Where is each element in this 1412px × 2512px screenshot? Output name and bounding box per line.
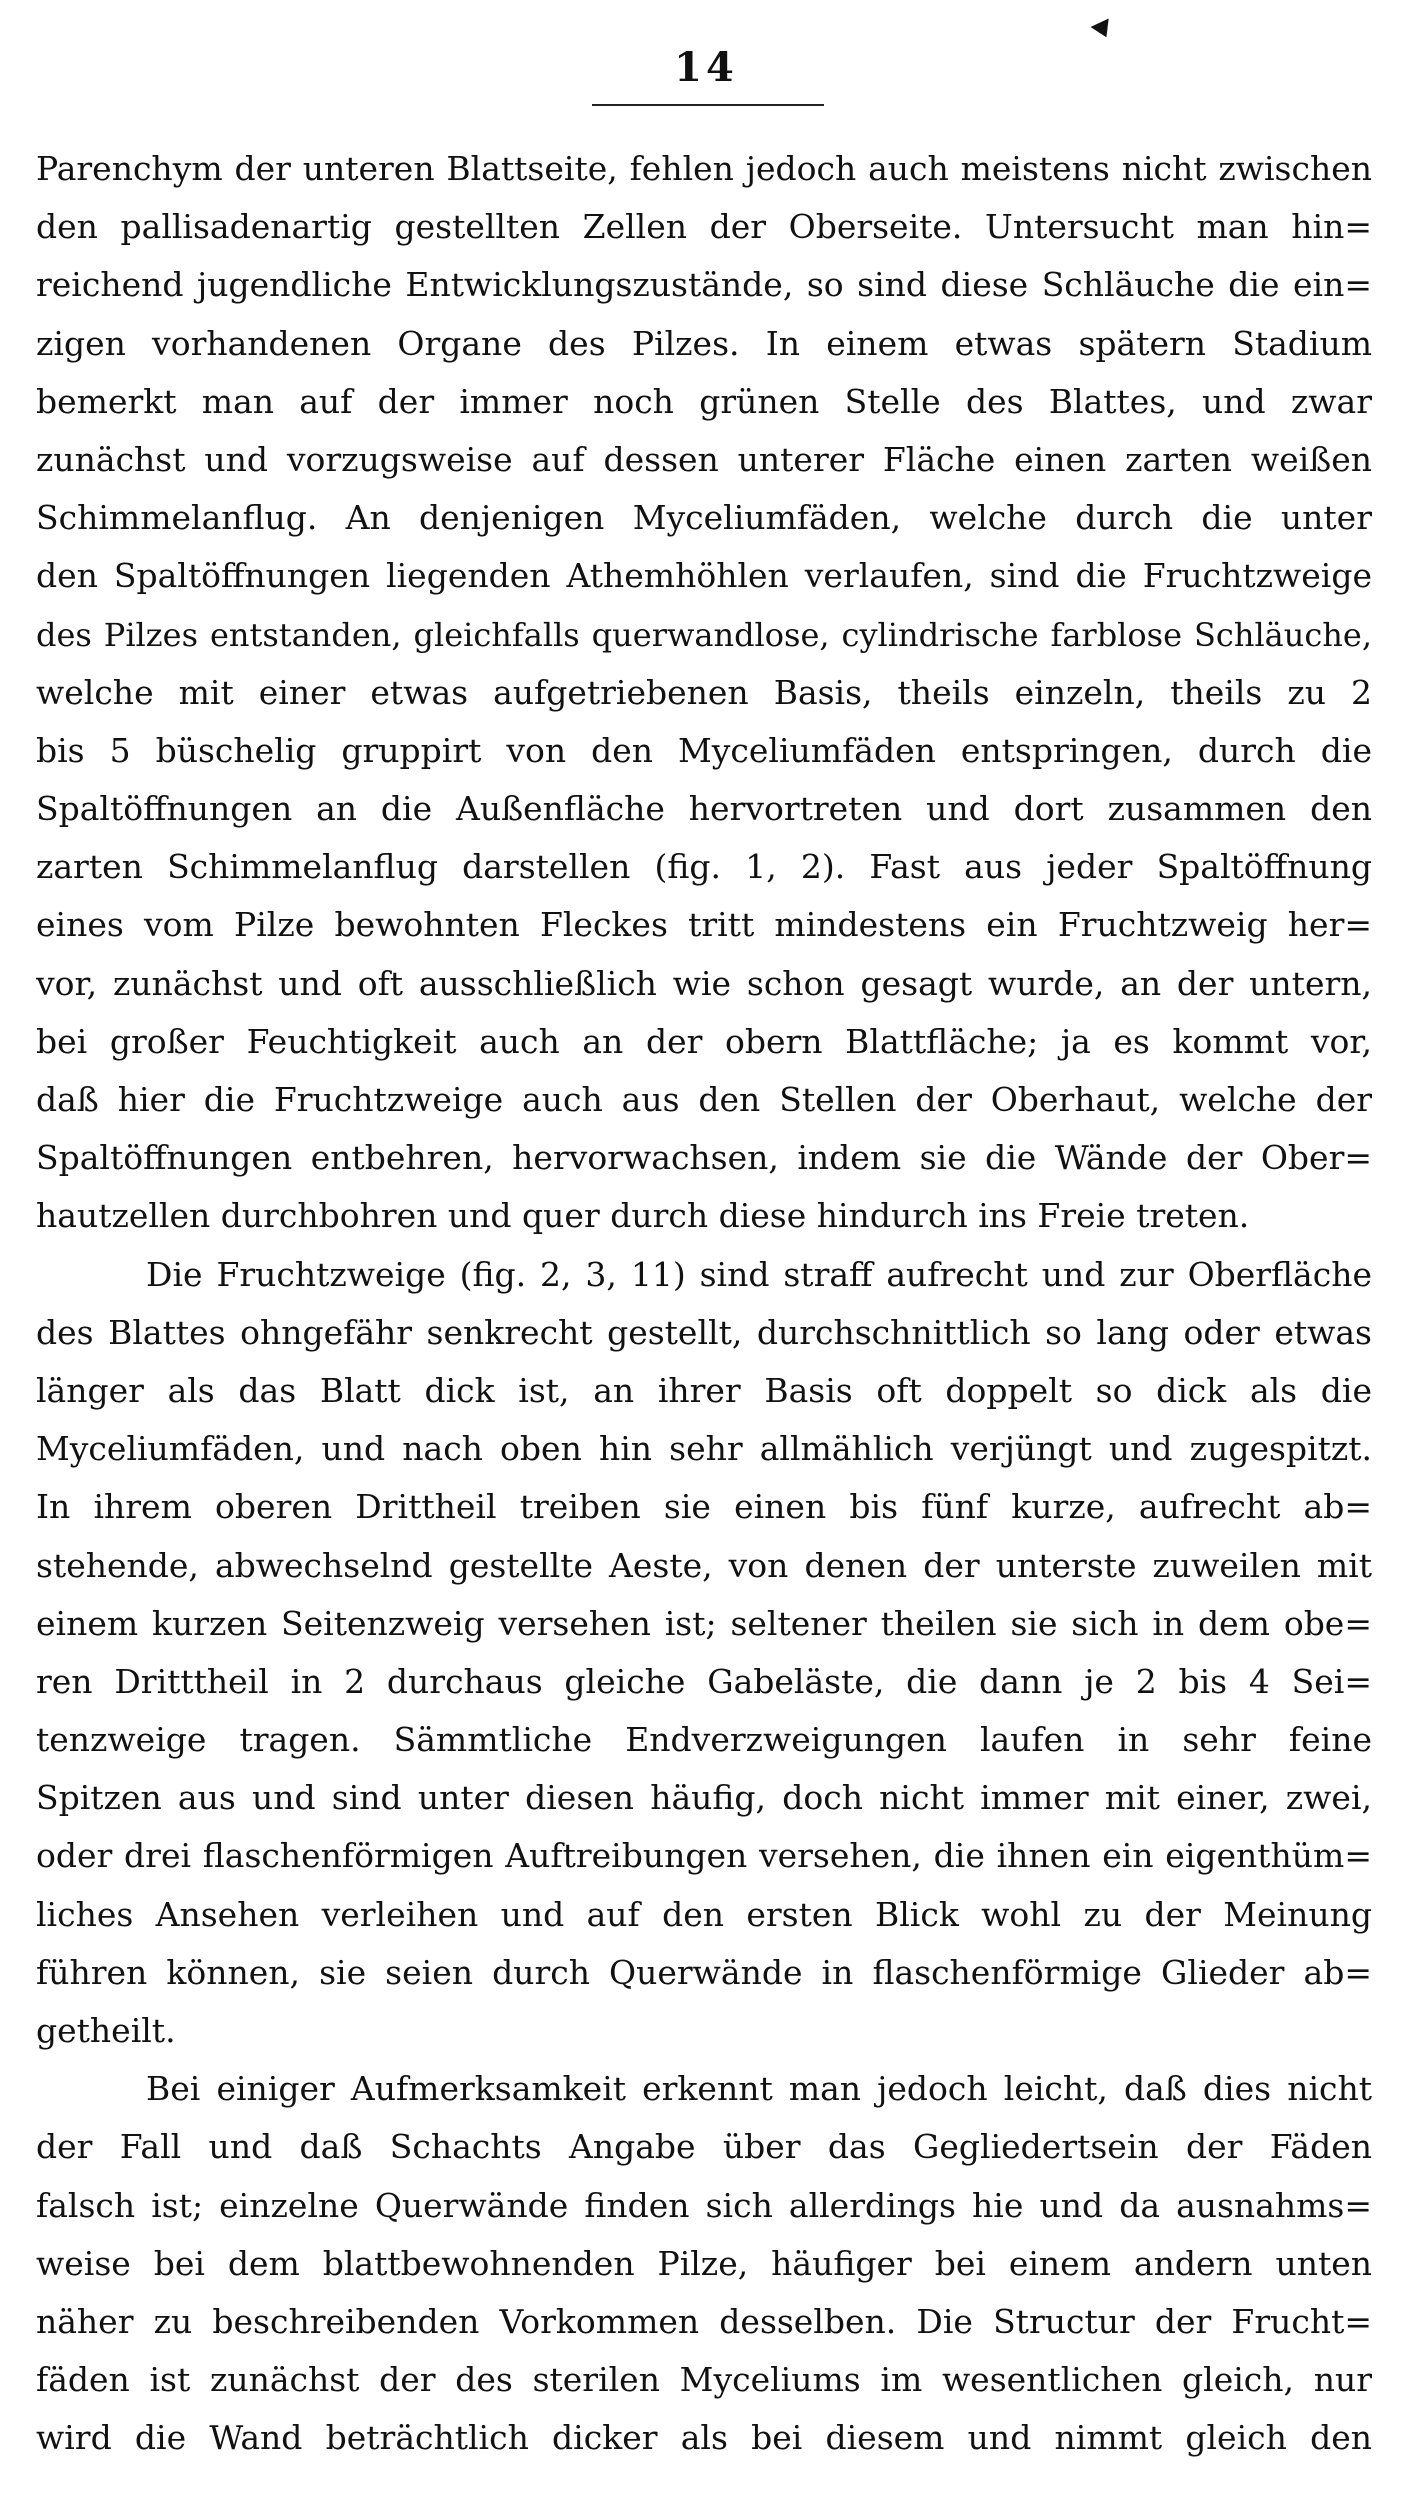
text-line: den pallisadenartig gestellten Zellen der Oberseite. Untersucht man hin= bbox=[36, 207, 1372, 247]
text-line: der Fall und daß Schachts Angabe über das Gegliedertsein der Fäden bbox=[36, 2127, 1372, 2167]
text-line: wird die Wand beträchtlich dicker als bei diesem und nimmt gleich den bbox=[36, 2418, 1372, 2458]
text-line: Parenchym der unteren Blattseite, fehlen jedoch auch meistens nicht zwischen bbox=[36, 149, 1372, 188]
text-line: getheilt. bbox=[36, 2011, 176, 2050]
text-line: stehende, abwechselnd gestellte Aeste, von denen der unterste zuweilen mit bbox=[36, 1545, 1372, 1585]
text-line: des Pilzes entstanden, gleichfalls querwandlose, cylindrische farblose Schläuche, bbox=[36, 615, 1372, 654]
header-rule bbox=[592, 104, 824, 106]
text-line: zunächst und vorzugsweise auf dessen unterer Fläche einen zarten weißen bbox=[36, 439, 1372, 479]
corner-mark bbox=[1091, 19, 1116, 42]
text-line: In ihrem oberen Drittheil treiben sie einen bis fünf kurze, aufrecht ab= bbox=[36, 1487, 1372, 1527]
text-line: Spitzen aus und sind unter diesen häufig, doch nicht immer mit einer, zwei, bbox=[36, 1778, 1372, 1818]
text-line: hautzellen durchbohren und quer durch diese hindurch ins Freie treten. bbox=[36, 1196, 1250, 1236]
text-line: länger als das Blatt dick ist, an ihrer Basis oft doppelt so dick als die bbox=[36, 1370, 1372, 1410]
text-line: den Spaltöffnungen liegenden Athemhöhlen verlaufen, sind die Fruchtzweige bbox=[36, 556, 1372, 596]
text-line: Die Fruchtzweige (fig. 2, 3, 11) sind straff aufrecht und zur Oberfläche bbox=[146, 1254, 1372, 1294]
text-line: bemerkt man auf der immer noch grünen Stelle des Blattes, und zwar bbox=[36, 381, 1372, 421]
text-line: Bei einiger Aufmerksamkeit erkennt man jedoch leicht, daß dies nicht bbox=[146, 2069, 1372, 2109]
text-line: zigen vorhandenen Organe des Pilzes. In einem etwas spätern Stadium bbox=[36, 323, 1372, 363]
text-line: vor, zunächst und oft ausschließlich wie schon gesagt wurde, an der untern, bbox=[36, 963, 1372, 1003]
text-line: bis 5 büschelig gruppirt von den Myceliumfäden entspringen, durch die bbox=[36, 730, 1372, 770]
text-line: Myceliumfäden, und nach oben hin sehr allmählich verjüngt und zugespitzt. bbox=[36, 1429, 1372, 1469]
text-line: näher zu beschreibenden Vorkommen desselben. Die Structur der Frucht= bbox=[36, 2301, 1372, 2341]
text-line: eines vom Pilze bewohnten Fleckes tritt mindestens ein Fruchtzweig her= bbox=[36, 905, 1372, 945]
text-line: Schimmelanflug. An denjenigen Myceliumfäden, welche durch die unter bbox=[36, 498, 1372, 538]
text-line: daß hier die Fruchtzweige auch aus den Stellen der Oberhaut, welche der bbox=[36, 1080, 1372, 1119]
body-text bbox=[36, 140, 1372, 2468]
text-line: oder drei flaschenförmigen Auftreibungen versehen, die ihnen ein eigenthüm= bbox=[36, 1836, 1372, 1876]
text-line: bei großer Feuchtigkeit auch an der obern Blattfläche; ja es kommt vor, bbox=[36, 1021, 1372, 1061]
page-number: 14 bbox=[674, 44, 738, 91]
text-line: weise bei dem blattbewohnenden Pilze, häufiger bei einem andern unten bbox=[36, 2243, 1372, 2283]
text-line: Spaltöffnungen an die Außenfläche hervortreten und dort zusammen den bbox=[36, 789, 1372, 829]
text-line: tenzweige tragen. Sämmtliche Endverzweigungen laufen in sehr feine bbox=[36, 1720, 1372, 1760]
text-line: führen können, sie seien durch Querwände in flaschenförmige Glieder ab= bbox=[36, 1952, 1372, 1992]
text-line: ren Dritttheil in 2 durchaus gleiche Gabeläste, die dann je 2 bis 4 Sei= bbox=[36, 1661, 1372, 1701]
text-line: liches Ansehen verleihen und auf den ersten Blick wohl zu der Meinung bbox=[36, 1894, 1372, 1934]
text-line: welche mit einer etwas aufgetriebenen Basis, theils einzeln, theils zu 2 bbox=[36, 672, 1372, 712]
text-line: fäden ist zunächst der des sterilen Myceliums im wesentlichen gleich, nur bbox=[36, 2360, 1372, 2400]
text-line: zarten Schimmelanflug darstellen (fig. 1, 2). Fast aus jeder Spaltöffnung bbox=[36, 847, 1372, 887]
text-line: des Blattes ohngefähr senkrecht gestellt, durchschnittlich so lang oder etwas bbox=[36, 1312, 1372, 1352]
text-line: einem kurzen Seitenzweig versehen ist; seltener theilen sie sich in dem obe= bbox=[36, 1603, 1372, 1643]
text-line: falsch ist; einzelne Querwände finden sich allerdings hie und da ausnahms= bbox=[36, 2185, 1372, 2225]
text-line: reichend jugendliche Entwicklungszustände, so sind diese Schläuche die ein= bbox=[36, 265, 1372, 305]
text-line: Spaltöffnungen entbehren, hervorwachsen, indem sie die Wände der Ober= bbox=[36, 1138, 1372, 1178]
